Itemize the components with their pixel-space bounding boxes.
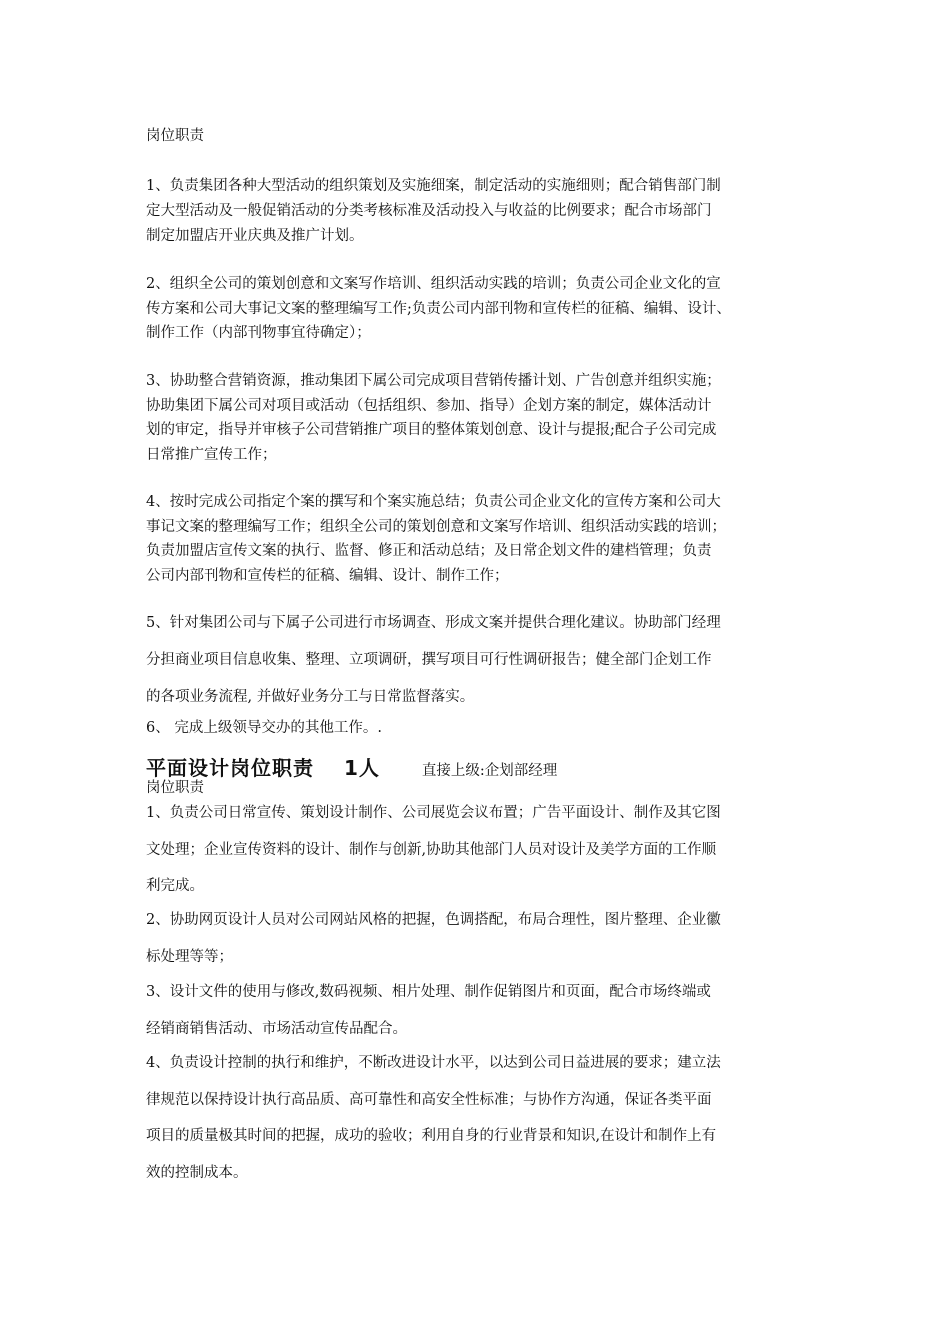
design-duty-4-line-3: 项目的质量极其时间的把握，成功的验收；利用自身的行业背景和知识,在设计和制作上有 [146, 1128, 717, 1144]
heading-title: 平面设计岗位职责 [146, 756, 314, 780]
duty-2-line-3: 制作工作（内部刊物事宜待确定）； [146, 325, 371, 341]
duty-5-line-1: 5、针对集团公司与下属子公司进行市场调查、形成文案并提供合理化建议。协助部门经理 [146, 615, 721, 631]
duty-5-line-3: 的各项业务流程, 并做好业务分工与日常监督落实。 [146, 689, 475, 705]
duty-4-line-3: 负责加盟店宣传文案的执行、监督、修正和活动总结；及日常企划文件的建档管理；负责 [146, 543, 712, 559]
supervisor-label: 直接上级:企划部经理 [421, 763, 558, 779]
design-duty-1-line-2: 文处理；企业宣传资料的设计、制作与创新,协助其他部门人员对设计及美学方面的工作顺 [146, 842, 717, 858]
design-duty-4-line-2: 律规范以保持设计执行高品质、高可靠性和高安全性标准；与协作方沟通，保证各类平面 [146, 1092, 712, 1108]
duty-3-line-4: 日常推广宣传工作； [146, 447, 277, 463]
duty-1-line-3: 制定加盟店开业庆典及推广计划。 [146, 228, 364, 244]
duty-3-line-2: 协助集团下属公司对项目或活动（包括组织、参加、指导）企划方案的制定，媒体活动计 [146, 398, 712, 414]
duty-3-line-3: 划的审定，指导并审核子公司营销推广项目的整体策划创意、设计与提报;配合子公司完成 [146, 422, 717, 438]
design-duty-1-line-3: 利完成。 [146, 878, 204, 894]
duty-1-line-2: 定大型活动及一般促销活动的分类考核标准及活动投入与收益的比例要求；配合市场部门 [146, 203, 712, 219]
design-duty-4-line-1: 4、负责设计控制的执行和维护，不断改进设计水平，以达到公司日益进展的要求；建立法 [146, 1055, 721, 1071]
design-duty-4-line-4: 效的控制成本。 [146, 1165, 248, 1181]
duty-2-line-2: 传方案和公司大事记文案的整理编写工作;负责公司内部刊物和宣传栏的征稿、编辑、设计、 [146, 301, 731, 317]
duty-4-line-2: 事记文案的整理编写工作；组织全公司的策划创意和文案写作培训、组织活动实践的培训； [146, 519, 726, 535]
design-duty-2-line-1: 2、协助网页设计人员对公司网站风格的把握，色调搭配，布局合理性，图片整理、企业徽 [146, 912, 721, 928]
design-duty-1-line-1: 1、负责公司日常宣传、策划设计制作、公司展览会议布置；广告平面设计、制作及其它图 [146, 805, 721, 821]
design-duty-3-line-1: 3、设计文件的使用与修改,数码视频、相片处理、制作促销图片和页面，配合市场终端或 [146, 984, 711, 1000]
duty-3-line-1: 3、协助整合营销资源，推动集团下属公司完成项目营销传播计划、广告创意并组织实施； [146, 373, 721, 389]
section-heading [146, 752, 557, 781]
duty-5-line-2: 分担商业项目信息收集、整理、立项调研，撰写项目可行性调研报告；健全部门企划工作 [146, 652, 712, 668]
duty-4-line-4: 公司内部刊物和宣传栏的征稿、编辑、设计、制作工作； [146, 568, 509, 584]
design-duty-3-line-2: 经销商销售活动、市场活动宣传品配合。 [146, 1021, 407, 1037]
duty-4-line-1: 4、按时完成公司指定个案的撰写和个案实施总结；负责公司企业文化的宣传方案和公司大 [146, 494, 721, 510]
design-section-subtitle: 岗位职责 [146, 780, 204, 796]
section-title: 岗位职责 [146, 128, 204, 144]
duty-2-line-1: 2、组织全公司的策划创意和文案写作培训、组织活动实践的培训；负责公司企业文化的宣 [146, 276, 721, 292]
design-duty-2-line-2: 标处理等等； [146, 949, 233, 965]
duty-6-line: 6、 完成上级领导交办的其他工作。. [146, 720, 382, 736]
headcount: 1人 [344, 756, 380, 780]
duty-1-line-1: 1、负责集团各种大型活动的组织策划及实施细案，制定活动的实施细则；配合销售部门制 [146, 178, 721, 194]
